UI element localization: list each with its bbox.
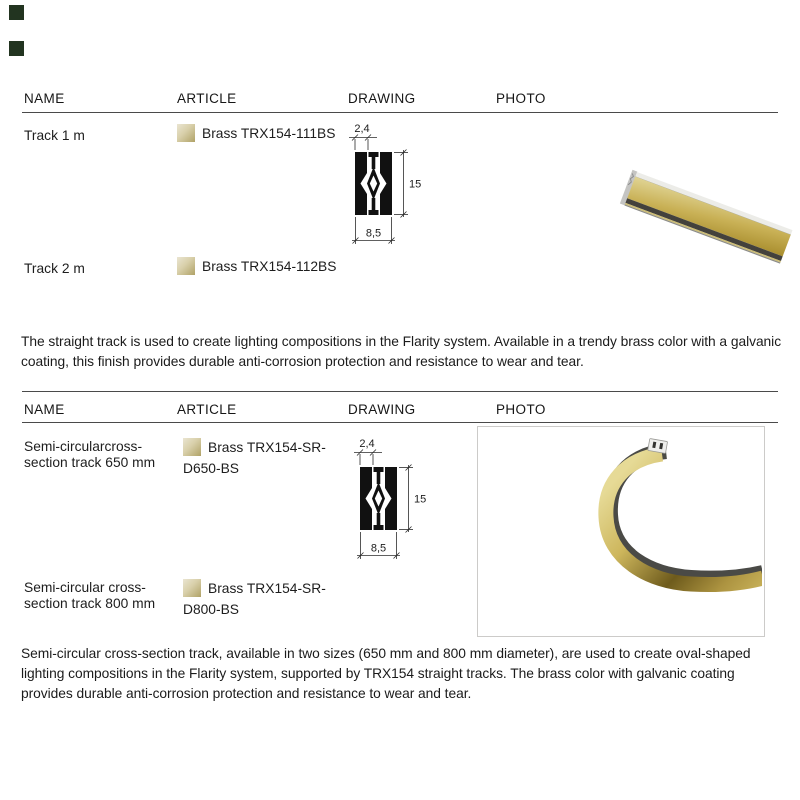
table1-row1-article-text: Brass TRX154-111BS xyxy=(202,126,336,141)
table2-row1-article-text: Brass TRX154-SR-D650-BS xyxy=(183,440,326,476)
profile-top-stem xyxy=(374,467,384,484)
profile-bottom-stem xyxy=(369,198,379,215)
profile-bottom-stem xyxy=(374,513,384,530)
table2-row2-name: Semi-circular cross-section track 800 mm xyxy=(24,580,156,611)
brass-swatch-icon xyxy=(177,257,195,275)
table1-row1-name: Track 1 m xyxy=(24,128,85,143)
table1-header-photo: PHOTO xyxy=(496,91,546,106)
table1-header-article: ARTICLE xyxy=(177,91,237,106)
table2-row1-article xyxy=(183,437,345,479)
curved-track-photo-frame xyxy=(477,426,765,637)
table1-header-drawing: DRAWING xyxy=(348,91,416,106)
table2-row1-name: Semi-circularcross-section track 650 mm xyxy=(24,439,156,470)
dim-label-top: 2,4 xyxy=(359,438,375,450)
straight-track-photo xyxy=(598,158,800,274)
table2-row2-article xyxy=(183,578,345,620)
straight-track-description: The straight track is used to create lighting compositions in the Flarity system. Available in a trendy brass color with a galvanic coating, this finish provides durable anti-corrosion protection and resistance to wear and tear. xyxy=(21,334,782,369)
brass-swatch-icon xyxy=(177,124,195,142)
cross-section-drawing-1 xyxy=(345,117,425,257)
profile-top-stem xyxy=(369,152,379,169)
table2-header-name: NAME xyxy=(24,402,65,417)
table2-header-article: ARTICLE xyxy=(177,402,237,417)
curved-track-photo xyxy=(478,427,762,634)
table1-row2-name: Track 2 m xyxy=(24,261,85,276)
profile-left-wall xyxy=(360,467,372,530)
table1-row1-article xyxy=(177,123,339,144)
corner-mark-swatch-2 xyxy=(9,41,24,56)
dim-label-bottom: 8,5 xyxy=(365,227,382,240)
dim-label-right: 15 xyxy=(414,493,427,506)
brass-swatch-icon xyxy=(183,438,201,456)
curved-track-end-cap xyxy=(648,438,668,453)
brass-swatch-icon xyxy=(183,579,201,597)
curved-track-brass-face xyxy=(606,454,762,585)
table2-header-underline xyxy=(22,422,778,423)
table1-row2-article xyxy=(177,256,339,277)
dim-label-bottom: 8,5 xyxy=(370,542,387,555)
table2-top-border xyxy=(22,391,778,392)
table1-header-underline xyxy=(22,112,778,113)
table2-row2-article-text: Brass TRX154-SR-D800-BS xyxy=(183,581,326,617)
profile-right-wall xyxy=(385,467,397,530)
profile-left-wall xyxy=(355,152,367,215)
table1-header-name: NAME xyxy=(24,91,65,106)
table1-row2-article-text: Brass TRX154-112BS xyxy=(202,259,337,274)
dim-label-top: 2,4 xyxy=(354,123,370,135)
table2-header-drawing: DRAWING xyxy=(348,402,416,417)
semicircular-track-description: Semi-circular cross-section track, available in two sizes (650 mm and 800 mm diameter), are used to create oval-shaped lighting compositions in the Flarity system, supported by TRX154 straight tracks. The brass color with galvanic coating provides durable anti-corrosion protection and resistance to wear and tear. xyxy=(21,646,751,701)
dim-label-right: 15 xyxy=(409,178,422,191)
profile-right-wall xyxy=(380,152,392,215)
table2-header-photo: PHOTO xyxy=(496,402,546,417)
corner-mark-swatch-1 xyxy=(9,5,24,20)
cross-section-drawing-2 xyxy=(350,432,430,572)
